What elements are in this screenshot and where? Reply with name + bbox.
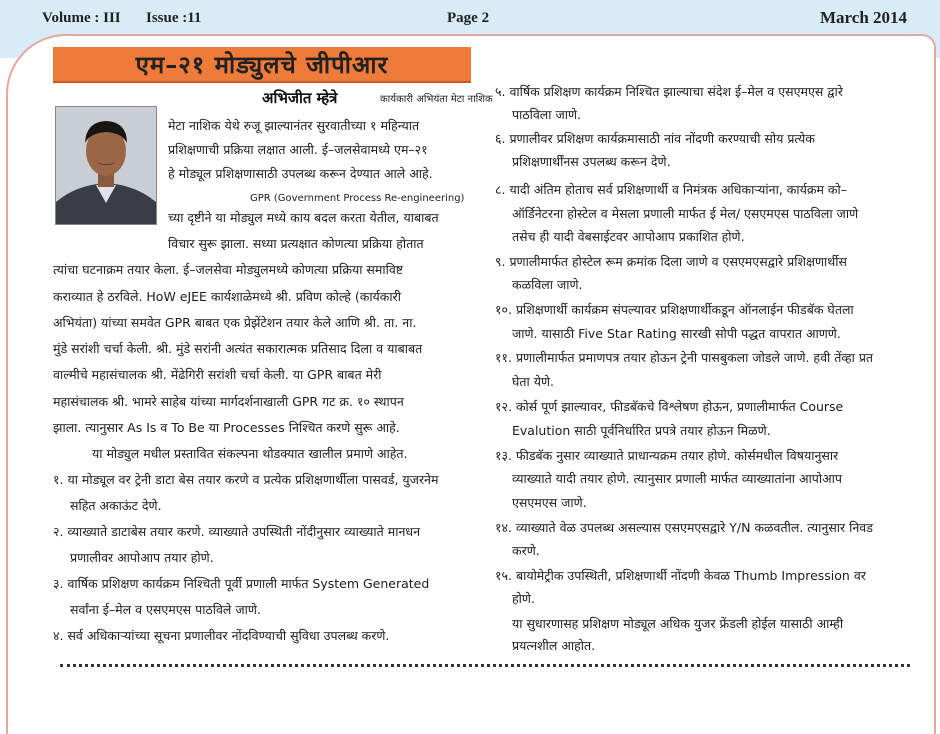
left-line-17: २. व्याख्याते डाटाबेस तयार करणे. व्याख्याते उपस्थिती नोंदीनुसार व्याख्याते मानधन [53,524,421,539]
left-line-20: सर्वांना ई–मेल व एसएमएस पाठविले जाणे. [70,602,261,617]
right-line-9: कळविला जाणे. [512,277,583,292]
left-line-6: विचार सुरू झाला. सध्या प्रत्यक्षात कोणत्या प्रक्रिया होतात [168,236,424,251]
left-line-2: प्रशिक्षणाची प्रक्रिया लक्षात आली. ई–जलसेवामध्ये एम–२१ [168,142,428,157]
right-line-14: १२. कोर्स पूर्ण झाल्यावर, फीडबॅकचे विश्लेषण होऊन, प्रणालीमार्फत Course [495,399,844,414]
left-line-14: या मोड्युल मधील प्रस्तावित संकल्पना थोडक्यात खालील प्रमाणे आहेत. [92,446,408,461]
bottom-divider [60,664,910,667]
right-line-17: व्याख्याते यादी तयार होणे. त्यानुसार प्रणाली मार्फत व्याख्यातांना आपोआप [512,471,842,486]
left-line-18: प्रणालीवर आपोआप तयार होणे. [70,550,214,565]
right-line-7: तसेच ही यादी वेबसाईटवर आपोआप प्रकाशित होणे. [512,229,745,244]
volume-label: Volume : III [42,10,121,26]
article-title: एम–२१ मोड्युलचे जीपीआर [135,50,389,79]
left-line-1: मेटा नाशिक येथे रुजू झाल्यानंतर सुरवातीच्या १ महिन्यात [168,118,420,133]
right-line-5: ८. यादी अंतिम होताच सर्व प्रशिक्षणार्थी व निमंत्रक अधिकाऱ्यांना, कार्यक्रम को– [495,182,848,197]
right-line-11: जाणे. यासाठी Five Star Rating सारखी सोपी पद्धत वापरात आणणे. [512,326,841,341]
right-line-21: १५. बायोमेट्रीक उपस्थिती, प्रशिक्षणार्थी नोंदणी केवळ Thumb Impression वर [495,568,866,583]
author-photo-graphic [56,107,156,224]
right-line-18: एसएमएस जाणे. [512,495,587,510]
author-role: कार्यकारी अभियंता मेटा नाशिक [380,94,493,105]
left-line-19: ३. वार्षिक प्रशिक्षण कार्यक्रम निश्चिती पूर्वी प्रणाली मार्फत System Generated [53,576,430,591]
right-line-16: १३. फीडबॅक नुसार व्याख्याते प्राधान्यक्रम तयार होणे. कोर्समधील विषयानुसार [495,448,839,463]
left-line-12: महासंचालक श्री. भामरे साहेब यांच्या मार्गदर्शनाखाली GPR गट क्र. १० स्थापन [53,394,404,409]
left-line-11: वाल्मीचे महासंचालक श्री. मेंढेगिरी सरांशी चर्चा केली. या GPR बाबत मेरी [53,367,382,382]
left-line-16: सहित अकाऊंट देणे. [70,498,162,513]
right-line-4: प्रशिक्षणार्थींनस उपलब्ध करून देणे. [512,154,671,169]
right-line-6: ऑर्डिनेटरना होस्टेल व मेसला प्रणाली मार्फत ई मेल/ एसएमएस पाठविला जाणे [512,206,859,221]
left-line-13: झाला. त्यानुसार As Is व To Be या Processes निश्चित करणे सुरू आहे. [53,420,400,435]
left-line-7: त्यांचा घटनाक्रम तयार केला. ई–जलसेवा मोड्युलमध्ये कोणत्या प्रक्रिया समाविष्ट [53,262,404,277]
right-line-22: होणे. [512,591,535,606]
right-line-24: प्रयत्नशील आहोत. [512,638,596,653]
left-line-21: ४. सर्व अधिकाऱ्यांच्या सूचना प्रणालीवर नोंदविण्याची सुविधा उपलब्ध करणे. [53,628,390,643]
left-line-8: कराव्यात हे ठरविले. HoW eJEE कार्यशाळेमध्ये श्री. प्रविण कोल्हे (कार्यकारी [53,289,401,304]
author-name: अभिजीत म्हेत्रे [262,89,338,107]
right-line-1: ५. वार्षिक प्रशिक्षण कार्यक्रम निश्चित झाल्याचा संदेश ई–मेल व एसएमएस द्वारे [495,84,843,99]
right-line-2: पाठविला जाणे. [512,107,581,122]
left-line-15: १. या मोड्यूल वर ट्रेनी डाटा बेस तयार करणे व प्रत्येक प्रशिक्षणार्थीला पासवर्ड, युजरनेम [53,472,439,487]
right-line-8: ९. प्रणालीमार्फत होस्टेल रूम क्रमांक दिला जाणे व एसएमएसद्वारे प्रशिक्षणार्थीस [495,254,847,269]
article-title-bar [53,47,471,81]
right-line-12: ११. प्रणालीमार्फत प्रमाणपत्र तयार होऊन ट्रेनी पासबुकला जोडले जाणे. हवी तेंव्हा प्रत [495,350,874,365]
left-line-5: च्या दृष्टीने या मोड्युल मध्ये काय बदल करता येतील, याबाबत [168,210,439,225]
left-line-4: GPR (Government Process Re-engineering) [250,193,465,204]
issue-date: March 2014 [820,8,908,27]
right-line-19: १४. व्याख्याते वेळ उपलब्ध असल्यास एसएमएसद्वारे Y/N कळवतील. त्यानुसार निवड [495,520,873,535]
left-line-3: हे मोड्यूल प्रशिक्षणासाठी उपलब्ध करून देण्यात आले आहे. [168,166,433,181]
issue-label: Issue :11 [146,10,202,26]
right-line-13: घेता येणे. [512,374,554,389]
right-line-15: Evalution साठी पूर्वनिर्धारित प्रपत्रे तयार होऊन मिळणे. [512,423,771,438]
author-photo [55,106,157,225]
right-line-10: १०. प्रशिक्षणार्थी कार्यक्रम संपल्यावर प्रशिक्षणार्थीकडून ऑनलाईन फीडबॅक घेतला [495,302,854,317]
left-line-9: अभियंता) यांच्या समवेत GPR बाबत एक प्रेझेंटेशन तयार केले आणि श्री. ता. ना. [53,315,417,330]
right-line-23: या सुधारणासह प्रशिक्षण मोड्यूल अधिक युजर फ्रेंडली होईल यासाठी आम्ही [512,616,844,631]
right-line-20: करणे. [512,543,540,558]
left-line-10: मुंडे सरांशी चर्चा केली. श्री. मुंडे सरांनी अत्यंत सकारात्मक प्रतिसाद दिला व याबाबत [53,341,423,356]
right-line-3: ६. प्रणालीवर प्रशिक्षण कार्यक्रमासाठी नांव नोंदणी करण्याची सोय प्रत्येक [495,131,815,146]
page-number: Page 2 [447,10,490,26]
